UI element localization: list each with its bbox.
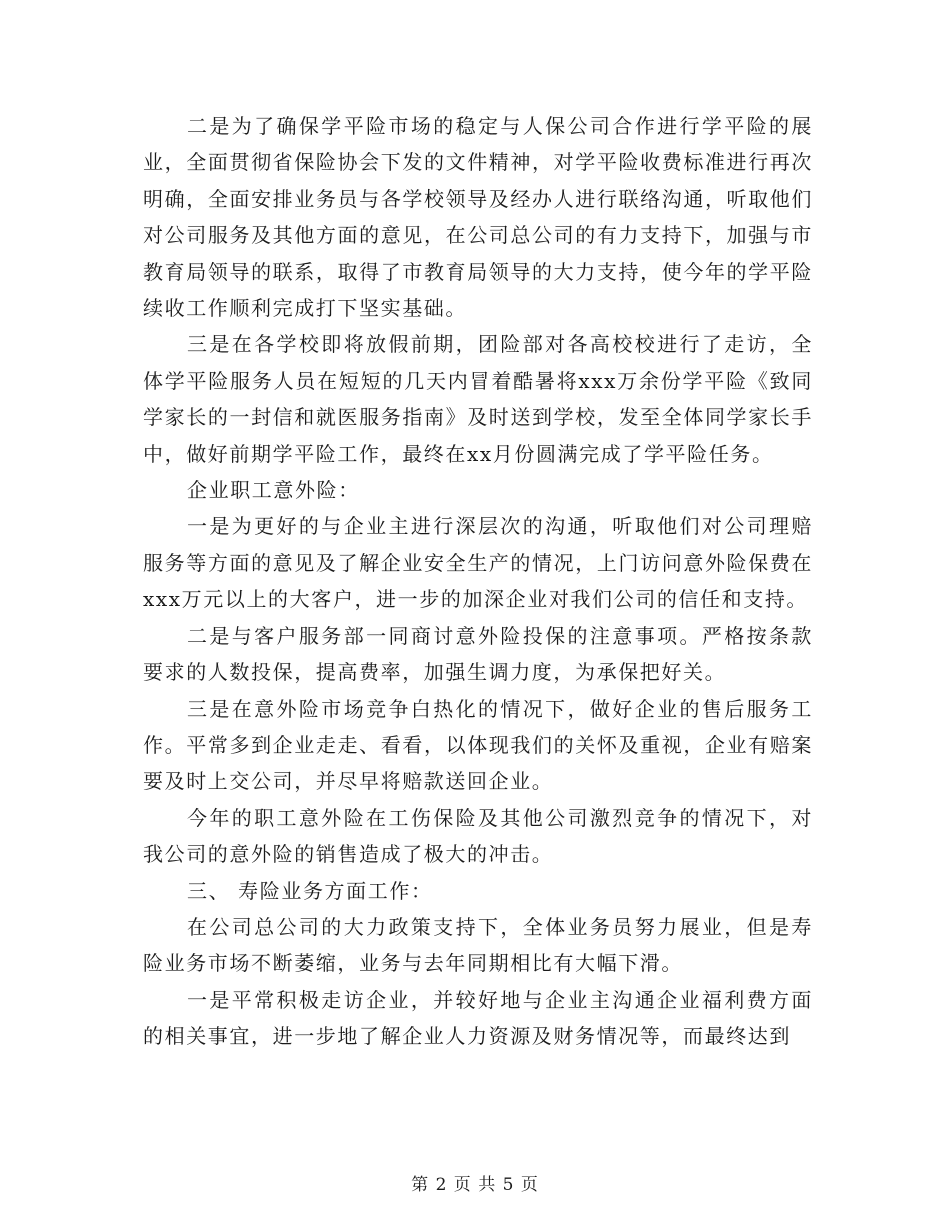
paragraph: 三是在各学校即将放假前期，团险部对各高校校进行了走访，全体学平险服务人员在短短的几天内冒着酷暑将xxx万余份学平险《致同学家长的一封信和就医服务指南》及时送到学校，发至全体同学家长手中，做好前期学平险工作，最终在xx月份圆满完成了学平险任务。 xyxy=(143,332,813,466)
section-heading: 企业职工意外险： xyxy=(187,478,360,503)
document-body xyxy=(143,108,813,1055)
page-footer: 第 2 页 共 5 页 xyxy=(411,1175,539,1195)
section-heading: 三、 寿险业务方面工作： xyxy=(187,878,433,903)
paragraph: 一是为更好的与企业主进行深层次的沟通，听取他们对公司理赔服务等方面的意见及了解企业安全生产的情况，上门访问意外险保费在xxx万元以上的大客户，进一步的加深企业对我们公司的信任和支持。 xyxy=(143,514,813,612)
paragraph: 二是与客户服务部一同商讨意外险投保的注意事项。严格按条款要求的人数投保，提高费率，加强生调力度，为承保把好关。 xyxy=(143,623,813,685)
paragraph: 在公司总公司的大力政策支持下，全体业务员努力展业，但是寿险业务市场不断萎缩，业务与去年同期相比有大幅下滑。 xyxy=(143,914,813,976)
paragraph: 三是在意外险市场竞争白热化的情况下，做好企业的售后服务工作。平常多到企业走走、看看，以体现我们的关怀及重视，企业有赔案要及时上交公司，并尽早将赔款送回企业。 xyxy=(143,696,813,794)
paragraph: 一是平常积极走访企业，并较好地与企业主沟通企业福利费方面的相关事宜，进一步地了解企业人力资源及财务情况等，而最终达到 xyxy=(143,987,813,1049)
paragraph: 二是为了确保学平险市场的稳定与人保公司合作进行学平险的展业，全面贯彻省保险协会下发的文件精神，对学平险收费标准进行再次明确，全面安排业务员与各学校领导及经办人进行联络沟通，听取他们对公司服务及其他方面的意见，在公司总公司的有力支持下，加强与市教育局领导的联系，取得了市教育局领导的大力支持，使今年的学平险续收工作顺利完成打下坚实基础。 xyxy=(143,114,813,321)
paragraph: 今年的职工意外险在工伤保险及其他公司激烈竞争的情况下，对我公司的意外险的销售造成了极大的冲击。 xyxy=(143,805,813,867)
